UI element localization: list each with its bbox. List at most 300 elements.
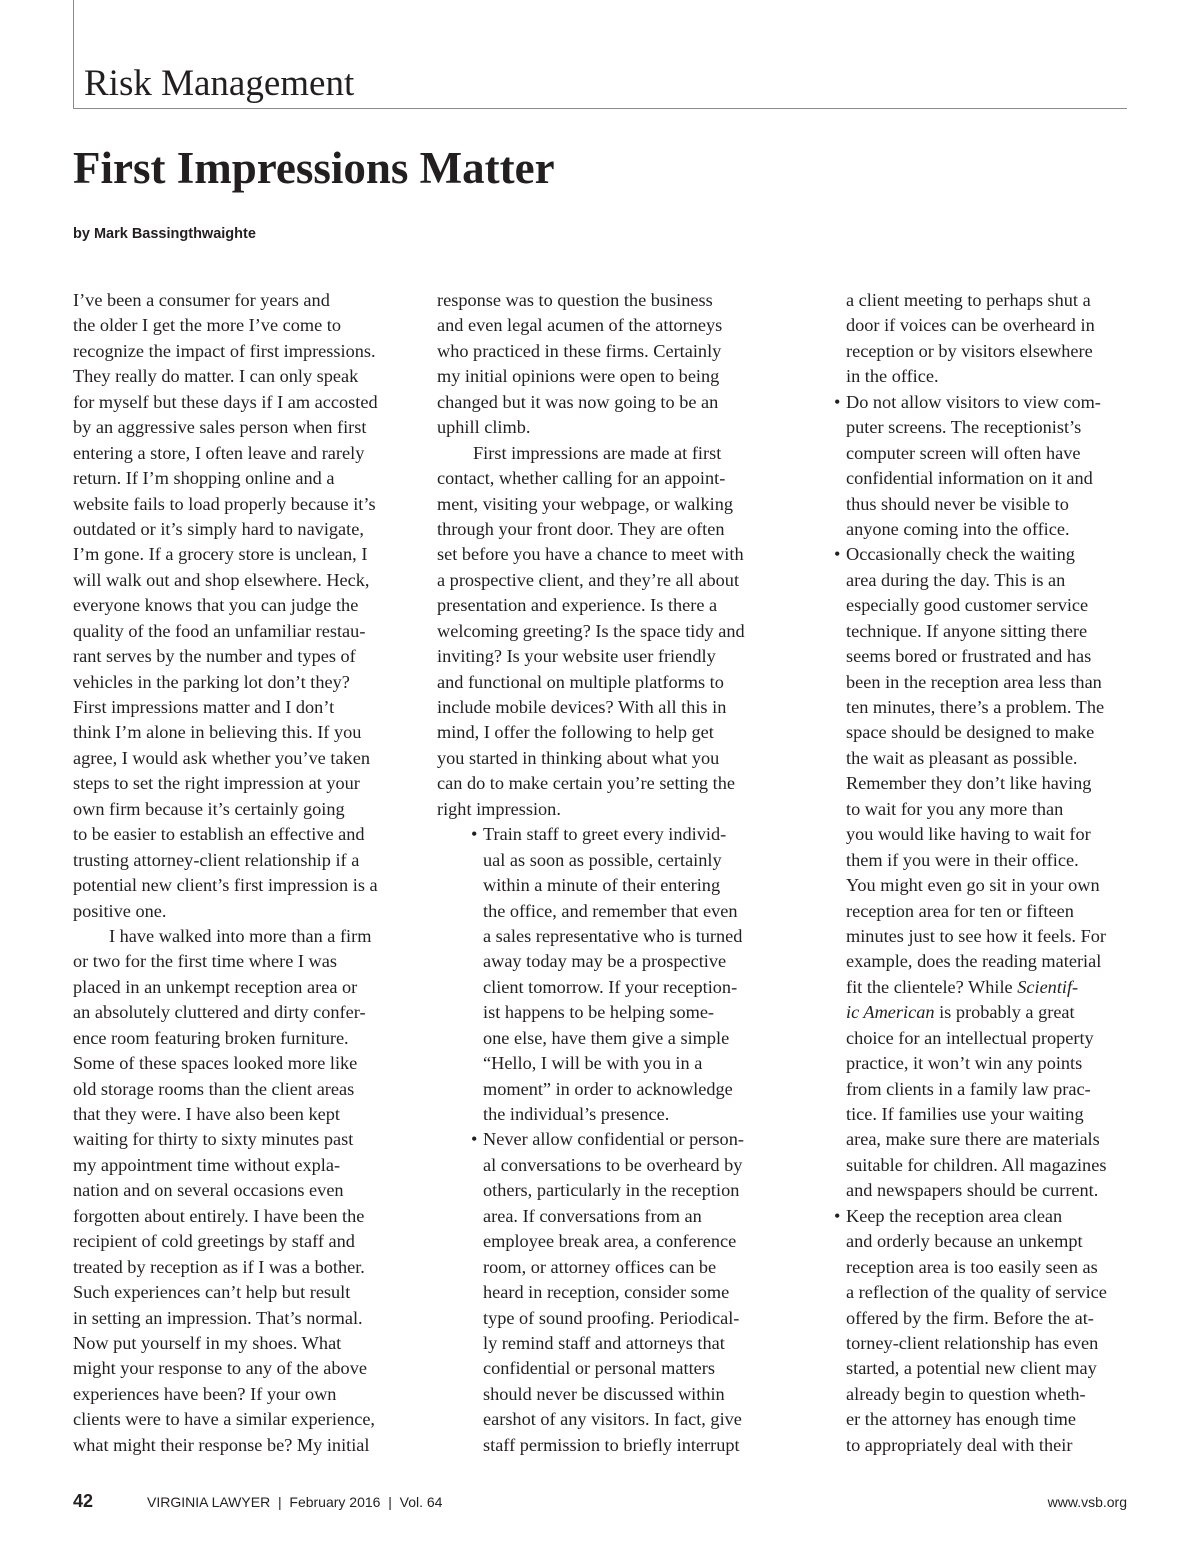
text-run: for myself but these days if I am accosted bbox=[73, 391, 378, 412]
text-run: the individual’s presence. bbox=[483, 1104, 670, 1124]
text-line bbox=[846, 746, 1136, 771]
text-line bbox=[846, 517, 1136, 542]
text-line bbox=[846, 1255, 1136, 1280]
text-run: positive one. bbox=[73, 900, 167, 921]
text-line bbox=[437, 1026, 772, 1051]
text-run: welcoming greeting? Is the space tidy and bbox=[437, 620, 745, 641]
text-run: door if voices can be overheard in bbox=[846, 315, 1095, 336]
text-run: my appointment time without expla- bbox=[73, 1154, 341, 1175]
text-run: include mobile devices? With all this in bbox=[437, 697, 727, 717]
text-run: already begin to question wheth- bbox=[846, 1383, 1086, 1404]
text-line bbox=[437, 1102, 772, 1127]
text-run: within a minute of their entering bbox=[483, 875, 721, 896]
text-line bbox=[437, 848, 772, 873]
text-line bbox=[437, 364, 772, 389]
text-run: been in the reception area less than bbox=[846, 671, 1102, 692]
text-line bbox=[437, 1280, 772, 1305]
text-run: is probably a great bbox=[934, 1002, 1075, 1023]
text-line bbox=[73, 644, 408, 669]
text-line bbox=[846, 364, 1136, 389]
text-run: that they were. I have also been kept bbox=[73, 1104, 340, 1124]
text-run: puter screens. The receptionist’s bbox=[846, 417, 1082, 438]
text-line bbox=[73, 1178, 408, 1203]
text-line bbox=[846, 1433, 1136, 1458]
text-line bbox=[437, 975, 772, 1000]
text-line bbox=[73, 771, 408, 796]
text-line bbox=[437, 746, 772, 771]
text-line bbox=[73, 746, 408, 771]
text-run: moment” in order to acknowledge bbox=[483, 1078, 733, 1099]
text-run: experiences have been? If your own bbox=[73, 1383, 337, 1404]
text-line bbox=[73, 364, 408, 389]
text-run: minutes just to see how it feels. For bbox=[846, 925, 1106, 946]
text-run: client tomorrow. If your reception- bbox=[483, 976, 738, 997]
text-line bbox=[846, 619, 1136, 644]
text-line bbox=[846, 899, 1136, 924]
text-line bbox=[437, 415, 772, 440]
text-run: earshot of any visitors. In fact, give bbox=[483, 1409, 742, 1430]
text-run: ence room featuring broken furniture. bbox=[73, 1027, 349, 1048]
text-run: ten minutes, there’s a problem. The bbox=[846, 697, 1105, 717]
text-run: recipient of cold greetings by staff and bbox=[73, 1231, 355, 1252]
text-run: should never be discussed within bbox=[483, 1383, 725, 1404]
text-run: reception area for ten or fifteen bbox=[846, 900, 1074, 921]
text-run: response was to question the business bbox=[437, 290, 713, 310]
text-run: placed in an unkempt reception area or bbox=[73, 976, 358, 997]
text-run: ual as soon as possible, certainly bbox=[483, 849, 722, 870]
text-line bbox=[846, 1356, 1136, 1381]
text-line bbox=[437, 720, 772, 745]
text-run: area. If conversations from an bbox=[483, 1205, 702, 1226]
text-run: thus should never be visible to bbox=[846, 493, 1069, 514]
bullet-item-start bbox=[437, 1127, 772, 1152]
text-run: agree, I would ask whether you’ve taken bbox=[73, 747, 370, 768]
text-run: rant serves by the number and types of bbox=[73, 646, 356, 667]
text-line bbox=[73, 1433, 408, 1458]
section-title: Risk Management bbox=[84, 63, 355, 104]
bullet-icon: • bbox=[471, 824, 478, 845]
text-line bbox=[73, 1026, 408, 1051]
text-line bbox=[846, 415, 1136, 440]
text-run: can do to make certain you’re setting the bbox=[437, 773, 735, 794]
text-run: return. If I’m shopping online and a bbox=[73, 468, 335, 489]
text-line bbox=[846, 1026, 1136, 1051]
text-line bbox=[73, 924, 408, 949]
text-run: Remember they don’t like having bbox=[846, 773, 1092, 794]
text-run: choice for an intellectual property bbox=[846, 1027, 1094, 1048]
text-line bbox=[73, 1255, 408, 1280]
text-line bbox=[846, 1077, 1136, 1102]
text-run: confidential or personal matters bbox=[483, 1358, 715, 1379]
text-line bbox=[846, 720, 1136, 745]
text-run: I’m gone. If a grocery store is unclean, I bbox=[73, 544, 368, 565]
text-line bbox=[73, 1102, 408, 1127]
text-run: or two for the first time where I was bbox=[73, 951, 337, 972]
text-run: tice. If families use your waiting bbox=[846, 1104, 1084, 1124]
text-line bbox=[846, 1280, 1136, 1305]
text-run: First impressions matter and I don’t bbox=[73, 697, 335, 717]
text-line bbox=[437, 1331, 772, 1356]
text-run: think I’m alone in believing this. If you bbox=[73, 722, 362, 743]
text-line bbox=[73, 339, 408, 364]
text-run: room, or attorney offices can be bbox=[483, 1256, 717, 1277]
magazine-info bbox=[147, 1494, 442, 1510]
text-line bbox=[73, 1153, 408, 1178]
text-line bbox=[437, 1255, 772, 1280]
magazine-name: VIRGINIA LAWYER bbox=[147, 1494, 271, 1510]
bullet-icon: • bbox=[834, 1205, 841, 1226]
text-line bbox=[846, 695, 1136, 720]
text-run: Keep the reception area clean bbox=[846, 1205, 1063, 1226]
text-run: everyone knows that you can judge the bbox=[73, 595, 359, 616]
text-line bbox=[846, 1331, 1136, 1356]
italic-title: ic American bbox=[846, 1002, 935, 1023]
text-run: space should be designed to make bbox=[846, 722, 1095, 743]
text-line bbox=[73, 542, 408, 567]
text-run: technique. If anyone sitting there bbox=[846, 620, 1088, 641]
text-line bbox=[437, 441, 772, 466]
text-line bbox=[846, 975, 1136, 1000]
text-line bbox=[437, 542, 772, 567]
text-line bbox=[73, 899, 408, 924]
text-run: what might their response be? My initial bbox=[73, 1434, 370, 1455]
bullet-item-start bbox=[834, 390, 1136, 415]
text-run: away today may be a prospective bbox=[483, 951, 727, 972]
text-run: anyone coming into the office. bbox=[846, 518, 1070, 539]
text-run: Do not allow visitors to view com- bbox=[846, 391, 1101, 412]
text-line bbox=[846, 873, 1136, 898]
text-line bbox=[73, 415, 408, 440]
text-run: Now put yourself in my shoes. What bbox=[73, 1332, 342, 1353]
text-line bbox=[73, 466, 408, 491]
text-line bbox=[73, 568, 408, 593]
text-run: you would like having to wait for bbox=[846, 824, 1091, 845]
text-line bbox=[846, 1382, 1136, 1407]
text-line bbox=[437, 492, 772, 517]
article-column-3 bbox=[834, 288, 1136, 1458]
text-run: suitable for children. All magazines bbox=[846, 1154, 1107, 1175]
text-run: fit the clientele? While bbox=[846, 976, 1018, 997]
text-line bbox=[73, 1382, 408, 1407]
text-run: uphill climb. bbox=[437, 417, 531, 438]
text-run: practice, it won’t win any points bbox=[846, 1053, 1083, 1074]
text-line bbox=[437, 873, 772, 898]
text-run: presentation and experience. Is there a bbox=[437, 595, 718, 616]
text-line bbox=[73, 822, 408, 847]
text-line bbox=[437, 339, 772, 364]
text-run: mind, I offer the following to help get bbox=[437, 722, 714, 743]
text-run: a sales representative who is turned bbox=[483, 925, 743, 946]
text-line bbox=[437, 1077, 772, 1102]
text-line bbox=[846, 949, 1136, 974]
website-link[interactable]: www.vsb.org bbox=[1047, 1494, 1127, 1510]
text-run: changed but it was now going to be an bbox=[437, 391, 719, 412]
text-line bbox=[846, 771, 1136, 796]
text-line bbox=[846, 441, 1136, 466]
text-line bbox=[437, 797, 772, 822]
bullet-icon: • bbox=[834, 544, 841, 565]
text-run: them if you were in their office. bbox=[846, 849, 1079, 870]
text-line bbox=[437, 899, 772, 924]
text-run: a prospective client, and they’re all about bbox=[437, 569, 740, 590]
text-line bbox=[73, 873, 408, 898]
text-line bbox=[846, 1407, 1136, 1432]
text-line bbox=[73, 848, 408, 873]
text-line bbox=[73, 593, 408, 618]
text-run: I’ve been a consumer for years and bbox=[73, 290, 330, 310]
text-line bbox=[73, 288, 408, 313]
text-line bbox=[846, 492, 1136, 517]
text-line bbox=[73, 1127, 408, 1152]
text-run: in setting an impression. That’s normal. bbox=[73, 1307, 363, 1328]
text-line bbox=[437, 1204, 772, 1229]
bullet-icon: • bbox=[834, 391, 841, 412]
volume: Vol. 64 bbox=[399, 1494, 443, 1510]
text-run: steps to set the right impression at your bbox=[73, 773, 360, 794]
italic-title: Scientif- bbox=[1017, 976, 1079, 997]
text-line bbox=[846, 1051, 1136, 1076]
text-run: vehicles in the parking lot don’t they? bbox=[73, 671, 350, 692]
text-line bbox=[437, 771, 772, 796]
text-run: “Hello, I will be with you in a bbox=[483, 1053, 703, 1074]
text-line bbox=[846, 1178, 1136, 1203]
text-line bbox=[437, 1433, 772, 1458]
text-line bbox=[437, 1356, 772, 1381]
text-line bbox=[846, 797, 1136, 822]
text-run: waiting for thirty to sixty minutes past bbox=[73, 1129, 354, 1150]
text-line bbox=[73, 492, 408, 517]
text-run: right impression. bbox=[437, 798, 561, 819]
text-line bbox=[73, 975, 408, 1000]
text-run: Train staff to greet every individ- bbox=[483, 824, 727, 845]
text-line bbox=[437, 1178, 772, 1203]
text-line bbox=[437, 313, 772, 338]
text-run: my initial opinions were open to being bbox=[437, 366, 720, 387]
text-line bbox=[437, 670, 772, 695]
text-line bbox=[437, 568, 772, 593]
text-run: set before you have a chance to meet with bbox=[437, 544, 744, 565]
text-line bbox=[846, 1306, 1136, 1331]
text-run: and orderly because an unkempt bbox=[846, 1231, 1083, 1252]
text-run: quality of the food an unfamiliar restau- bbox=[73, 620, 366, 641]
text-run: the wait as pleasant as possible. bbox=[846, 747, 1078, 768]
text-line bbox=[73, 441, 408, 466]
text-line bbox=[437, 288, 772, 313]
text-run: trusting attorney-client relationship if a bbox=[73, 849, 360, 870]
text-line bbox=[437, 1229, 772, 1254]
text-run: example, does the reading material bbox=[846, 951, 1102, 972]
text-line bbox=[437, 644, 772, 669]
text-line bbox=[437, 924, 772, 949]
text-run: to appropriately deal with their bbox=[846, 1434, 1073, 1455]
text-run: an absolutely cluttered and dirty confer- bbox=[73, 1002, 366, 1023]
text-run: offered by the firm. Before the at- bbox=[846, 1307, 1094, 1328]
text-run: ly remind staff and attorneys that bbox=[483, 1332, 725, 1353]
text-run: and even legal acumen of the attorneys bbox=[437, 315, 723, 336]
text-run: the older I get the more I’ve come to bbox=[73, 315, 342, 336]
text-line bbox=[73, 1407, 408, 1432]
text-line bbox=[73, 1204, 408, 1229]
text-line bbox=[73, 1280, 408, 1305]
text-line bbox=[73, 1356, 408, 1381]
text-run: old storage rooms than the client areas bbox=[73, 1078, 355, 1099]
text-run: through your front door. They are often bbox=[437, 518, 725, 539]
text-line bbox=[73, 1051, 408, 1076]
text-run: own firm because it’s certainly going bbox=[73, 798, 345, 819]
text-run: confidential information on it and bbox=[846, 468, 1093, 489]
text-run: computer screen will often have bbox=[846, 442, 1081, 463]
text-run: contact, whether calling for an appoint- bbox=[437, 468, 726, 489]
text-line bbox=[846, 313, 1136, 338]
text-line bbox=[73, 1306, 408, 1331]
text-run: ist happens to be helping some- bbox=[483, 1002, 715, 1023]
text-run: staff permission to briefly interrupt bbox=[483, 1434, 740, 1455]
text-run: and functional on multiple platforms to bbox=[437, 671, 724, 692]
text-run: to wait for you any more than bbox=[846, 798, 1064, 819]
text-run: a client meeting to perhaps shut a bbox=[846, 290, 1091, 310]
text-line bbox=[437, 1407, 772, 1432]
text-line bbox=[73, 949, 408, 974]
text-run: forgotten about entirely. I have been the bbox=[73, 1205, 365, 1226]
bullet-item-start bbox=[834, 542, 1136, 567]
text-line bbox=[73, 1077, 408, 1102]
text-run: one else, have them give a simple bbox=[483, 1027, 730, 1048]
text-run: Such experiences can’t help but result bbox=[73, 1282, 351, 1303]
text-run: ment, visiting your webpage, or walking bbox=[437, 493, 733, 514]
text-line bbox=[73, 313, 408, 338]
text-run: First impressions are made at first bbox=[473, 442, 722, 463]
text-line bbox=[846, 924, 1136, 949]
text-run: al conversations to be overheard by bbox=[483, 1154, 743, 1175]
text-run: You might even go sit in your own bbox=[846, 875, 1100, 896]
text-run: might your response to any of the above bbox=[73, 1358, 367, 1379]
text-run: Never allow confidential or person- bbox=[483, 1129, 744, 1150]
text-run: reception or by visitors elsewhere bbox=[846, 340, 1093, 361]
text-line bbox=[846, 288, 1136, 313]
text-run: treated by reception as if I was a bother. bbox=[73, 1256, 365, 1277]
text-line bbox=[846, 593, 1136, 618]
text-line bbox=[846, 670, 1136, 695]
article-byline: by Mark Bassingthwaighte bbox=[73, 226, 256, 242]
text-run: type of sound proofing. Periodical- bbox=[483, 1307, 740, 1328]
text-run: from clients in a family law prac- bbox=[846, 1078, 1091, 1099]
text-line bbox=[73, 517, 408, 542]
text-line bbox=[846, 848, 1136, 873]
text-run: recognize the impact of first impressions. bbox=[73, 340, 376, 361]
text-run: Some of these spaces looked more like bbox=[73, 1053, 358, 1074]
text-line bbox=[846, 644, 1136, 669]
footer-separator: | bbox=[277, 1494, 282, 1510]
text-line bbox=[437, 517, 772, 542]
text-run: seems bored or frustrated and has bbox=[846, 646, 1092, 667]
issue-date: February 2016 bbox=[289, 1494, 381, 1510]
text-run: They really do matter. I can only speak bbox=[73, 366, 359, 387]
text-run: potential new client’s first impression is a bbox=[73, 875, 378, 896]
text-run: reception area is too easily seen as bbox=[846, 1256, 1098, 1277]
text-run: Occasionally check the waiting bbox=[846, 544, 1075, 565]
text-line bbox=[846, 339, 1136, 364]
text-line bbox=[846, 1127, 1136, 1152]
text-line bbox=[846, 822, 1136, 847]
text-run: website fails to load properly because it’s bbox=[73, 493, 376, 514]
text-run: a reflection of the quality of service bbox=[846, 1282, 1107, 1303]
text-line bbox=[846, 1102, 1136, 1127]
text-line bbox=[437, 593, 772, 618]
text-run: area, make sure there are materials bbox=[846, 1129, 1100, 1150]
text-run: and newspapers should be current. bbox=[846, 1180, 1099, 1201]
text-run: others, particularly in the reception bbox=[483, 1180, 740, 1201]
text-run: in the office. bbox=[846, 366, 939, 387]
text-run: er the attorney has enough time bbox=[846, 1409, 1076, 1430]
text-run: heard in reception, consider some bbox=[483, 1282, 730, 1303]
text-line bbox=[437, 390, 772, 415]
text-run: inviting? Is your website user friendly bbox=[437, 646, 716, 667]
text-run: to be easier to establish an effective and bbox=[73, 824, 365, 845]
text-line bbox=[437, 695, 772, 720]
text-line bbox=[437, 466, 772, 491]
text-run: nation and on several occasions even bbox=[73, 1180, 344, 1201]
text-run: the office, and remember that even bbox=[483, 900, 738, 921]
bullet-icon: • bbox=[471, 1129, 478, 1150]
page-footer bbox=[0, 1491, 1200, 1513]
text-line bbox=[437, 1153, 772, 1178]
bullet-item-start bbox=[834, 1204, 1136, 1229]
text-run: started, a potential new client may bbox=[846, 1358, 1097, 1379]
article-column-1 bbox=[73, 288, 408, 1458]
text-run: especially good customer service bbox=[846, 595, 1089, 616]
text-line bbox=[73, 670, 408, 695]
text-line bbox=[73, 619, 408, 644]
text-line bbox=[437, 1051, 772, 1076]
text-run: you started in thinking about what you bbox=[437, 747, 720, 768]
footer-separator: | bbox=[388, 1494, 392, 1510]
section-rule-vertical bbox=[73, 0, 74, 108]
text-line bbox=[73, 1331, 408, 1356]
text-line bbox=[73, 1000, 408, 1025]
text-line bbox=[73, 695, 408, 720]
text-line bbox=[846, 1229, 1136, 1254]
text-run: outdated or it’s simply hard to navigate, bbox=[73, 518, 364, 539]
text-run: clients were to have a similar experience, bbox=[73, 1409, 376, 1430]
text-line bbox=[73, 1229, 408, 1254]
text-run: will walk out and shop elsewhere. Heck, bbox=[73, 569, 370, 590]
text-line bbox=[437, 1382, 772, 1407]
text-line bbox=[437, 949, 772, 974]
text-line bbox=[846, 1000, 1136, 1025]
text-line bbox=[73, 797, 408, 822]
text-line bbox=[437, 619, 772, 644]
text-run: entering a store, I often leave and rarely bbox=[73, 442, 365, 463]
text-line bbox=[73, 720, 408, 745]
text-run: area during the day. This is an bbox=[846, 569, 1066, 590]
article-column-2 bbox=[437, 288, 772, 1458]
text-run: employee break area, a conference bbox=[483, 1231, 737, 1252]
page-number: 42 bbox=[73, 1491, 94, 1511]
text-run: torney-client relationship has even bbox=[846, 1332, 1099, 1353]
text-line bbox=[73, 390, 408, 415]
text-line bbox=[846, 568, 1136, 593]
text-line bbox=[846, 466, 1136, 491]
text-line bbox=[846, 1153, 1136, 1178]
text-run: I have walked into more than a firm bbox=[109, 925, 372, 946]
text-run: by an aggressive sales person when first bbox=[73, 417, 367, 438]
text-line bbox=[437, 1306, 772, 1331]
text-line bbox=[437, 1000, 772, 1025]
article-headline: First Impressions Matter bbox=[73, 143, 555, 193]
section-rule-horizontal bbox=[73, 108, 1127, 109]
text-run: who practiced in these firms. Certainly bbox=[437, 340, 722, 361]
bullet-item-start bbox=[437, 822, 772, 847]
